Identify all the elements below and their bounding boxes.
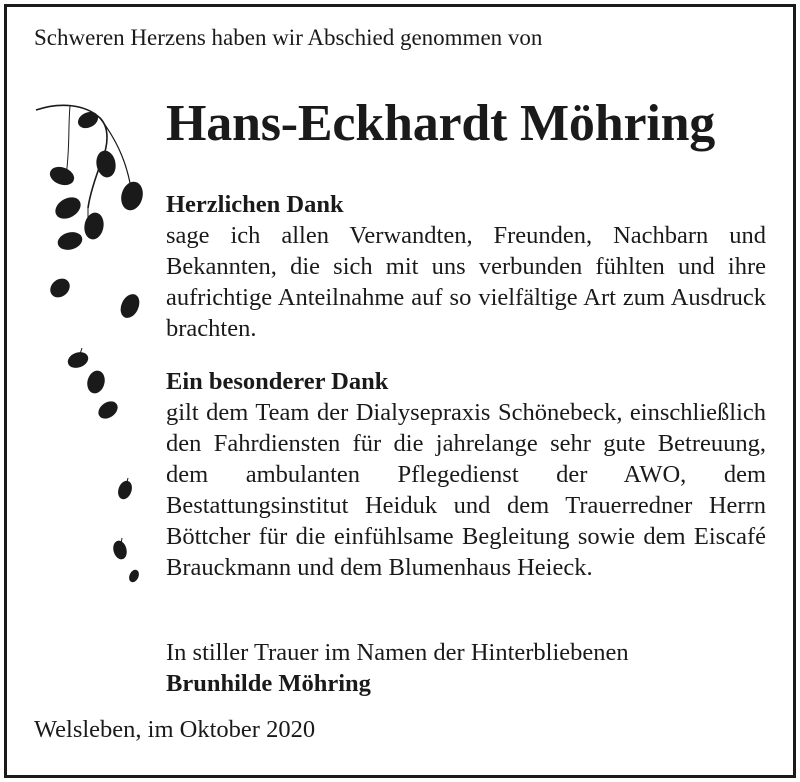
closing-section	[166, 637, 629, 699]
special-thanks-heading: Ein besonderer Dank	[166, 368, 389, 395]
closing-line: In stiller Trauer im Namen der Hinterbliebenen	[166, 639, 629, 666]
signature: Brunhilde Möhring	[166, 670, 371, 697]
birch-leaves-icon	[30, 98, 160, 598]
deceased-name: Hans-Eckhardt Möhring	[166, 95, 716, 152]
thanks-body: sage ich allen Verwandten, Freunden, Nachbarn und Bekannten, die sich mit uns verbunden fühlten und ihre aufrichtige Anteilnahme auf so vielfältige Art zum Ausdruck brachten.	[166, 222, 766, 342]
intro-line: Schweren Herzens haben wir Abschied genommen von	[34, 25, 543, 50]
thanks-block-special	[166, 366, 766, 583]
thanks-block-general	[166, 189, 766, 344]
place-date: Welsleben, im Oktober 2020	[34, 716, 316, 743]
special-thanks-body: gilt dem Team der Dialysepraxis Schönebeck, einschließlich den Fahrdiensten für die jahrelange sehr gute Betreuung, dem ambulanten Pflegedienst der AWO, dem Bestattungsinstitut Heiduk und dem Trauerredner Herrn Böttcher für die einfühlsame Begleitung sowie dem Eiscafé Brauckmann und dem Blumenhaus Heieck.	[166, 399, 766, 581]
thanks-heading: Herzlichen Dank	[166, 191, 344, 218]
